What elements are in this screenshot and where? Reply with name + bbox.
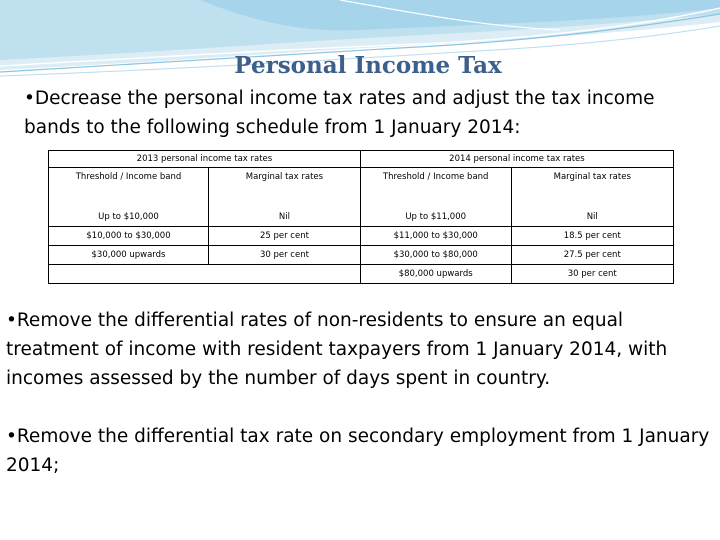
slide-title-text: Personal Income Tax — [234, 52, 502, 79]
bullet-decrease-rates: •Decrease the personal income tax rates and adjust the tax income bands to the following schedule from 1 January 2014: — [24, 88, 655, 138]
cell-threshold-2013: $10,000 to $30,000 — [49, 227, 209, 246]
cell-threshold-2014: $11,000 to $30,000 — [360, 227, 511, 246]
cell-rate-2014: Nil — [511, 208, 674, 227]
table-row — [49, 246, 674, 265]
cell-rate-2014: 18.5 per cent — [511, 227, 674, 246]
cell-threshold-2014: Up to $11,000 — [360, 208, 511, 227]
bullet-non-residents: •Remove the differential rates of non-residents to ensure an equal treatment of income with resident taxpayers from 1 January 2014, with incomes assessed by the number of days spent in country. — [6, 310, 668, 389]
header-2014: 2014 personal income tax rates — [360, 151, 673, 168]
col-marginal-2014: Marginal tax rates — [511, 168, 674, 209]
table-column-header-row — [49, 168, 674, 209]
cell-rate-2013: 30 per cent — [209, 246, 361, 265]
col-threshold-2013: Threshold / Income band — [49, 168, 209, 209]
header-2013: 2013 personal income tax rates — [49, 151, 361, 168]
col-threshold-2014: Threshold / Income band — [360, 168, 511, 209]
cell-threshold-2013: Up to $10,000 — [49, 208, 209, 227]
cell-rate-2014: 27.5 per cent — [511, 246, 674, 265]
table-row — [49, 265, 674, 284]
table-group-header-row — [49, 151, 674, 168]
slide-title — [0, 52, 720, 79]
cell-threshold-2014: $30,000 to $80,000 — [360, 246, 511, 265]
cell-rate-2013: Nil — [209, 208, 361, 227]
cell-empty-2013 — [49, 265, 361, 284]
col-marginal-2013: Marginal tax rates — [209, 168, 361, 209]
cell-threshold-2013: $30,000 upwards — [49, 246, 209, 265]
table-row — [49, 227, 674, 246]
cell-rate-2014: 30 per cent — [511, 265, 674, 284]
cell-rate-2013: 25 per cent — [209, 227, 361, 246]
bullet-secondary-employment: •Remove the differential tax rate on secondary employment from 1 January 2014; — [6, 426, 710, 476]
tax-rate-table — [48, 150, 674, 284]
table-row — [49, 208, 674, 227]
cell-threshold-2014: $80,000 upwards — [360, 265, 511, 284]
